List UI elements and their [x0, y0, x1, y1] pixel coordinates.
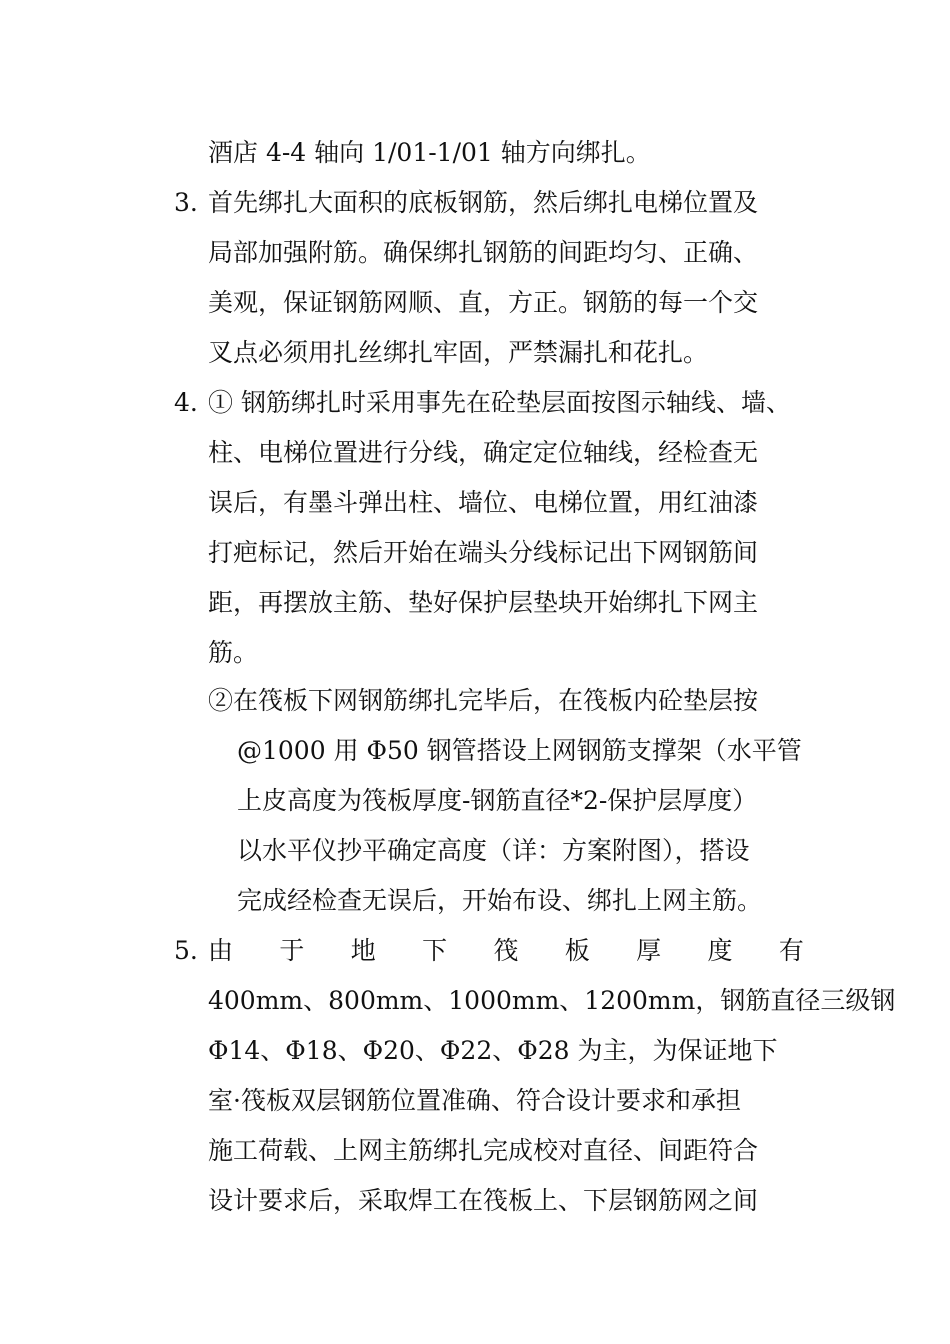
item-text: 首先绑扎大面积的底板钢筋，然后绑扎电梯位置及	[208, 188, 759, 217]
item-text: ②在筏板下网钢筋绑扎完毕后，在筏板内砼垫层按	[208, 686, 759, 715]
item-text: 筋。	[208, 638, 259, 667]
item-text: 上皮高度为筏板厚度-钢筋直径*2-保护层厚度）	[237, 786, 758, 815]
justified-word: 筏	[493, 936, 519, 965]
item-text: 美观，保证钢筋网顺、直，方正。钢筋的每一个交	[208, 288, 759, 317]
justified-word: 下	[422, 936, 448, 965]
justified-word: 于	[279, 936, 305, 965]
item-number: 4.	[174, 388, 198, 417]
item-text: 完成经检查无误后，开始布设、绑扎上网主筋。	[237, 886, 763, 915]
item-number: 5.	[174, 936, 198, 965]
item-text: 局部加强附筋。确保绑扎钢筋的间距均匀、正确、	[208, 238, 759, 267]
justified-word: 厚	[636, 936, 662, 965]
item-text: 距，再摆放主筋、垫好保护层垫块开始绑扎下网主	[208, 588, 759, 617]
justified-word: 有	[778, 936, 804, 965]
item-text: 以水平仪抄平确定高度（详：方案附图），搭设	[237, 836, 750, 865]
item-text: ① 钢筋绑扎时采用事先在砼垫层面按图示轴线、墙、	[208, 388, 791, 417]
continuation-text: 酒店 4-4 轴向 1/01-1/01 轴方向绑扎。	[208, 138, 651, 167]
item-text: Φ14、Φ18、Φ20、Φ22、Φ28 为主，为保证地下	[208, 1036, 778, 1065]
justified-line	[208, 926, 804, 976]
justified-word: 地	[350, 936, 376, 965]
item-text: 打疤标记，然后开始在端头分线标记出下网钢筋间	[208, 538, 759, 567]
justified-word: 板	[564, 936, 590, 965]
item-text: 误后，有墨斗弹出柱、墙位、电梯位置，用红油漆	[208, 488, 759, 517]
item-text: 施工荷载、上网主筋绑扎完成校对直径、间距符合	[208, 1136, 759, 1165]
item-text: @1000 用 Φ50 钢管搭设上网钢筋支撑架（水平管	[237, 736, 802, 765]
justified-word: 由	[208, 936, 234, 965]
item-text: 叉点必须用扎丝绑扎牢固，严禁漏扎和花扎。	[208, 338, 709, 367]
item-text: 柱、电梯位置进行分线，确定定位轴线，经检查无	[208, 438, 759, 467]
item-text: 设计要求后，采取焊工在筏板上、下层钢筋网之间	[208, 1186, 759, 1215]
item-text: 400mm、800mm、1000mm、1200mm，钢筋直径三级钢	[208, 986, 896, 1015]
item-text: 室·筏板双层钢筋位置准确、符合设计要求和承担	[208, 1086, 741, 1115]
item-number: 3.	[174, 188, 198, 217]
justified-word: 度	[707, 936, 733, 965]
